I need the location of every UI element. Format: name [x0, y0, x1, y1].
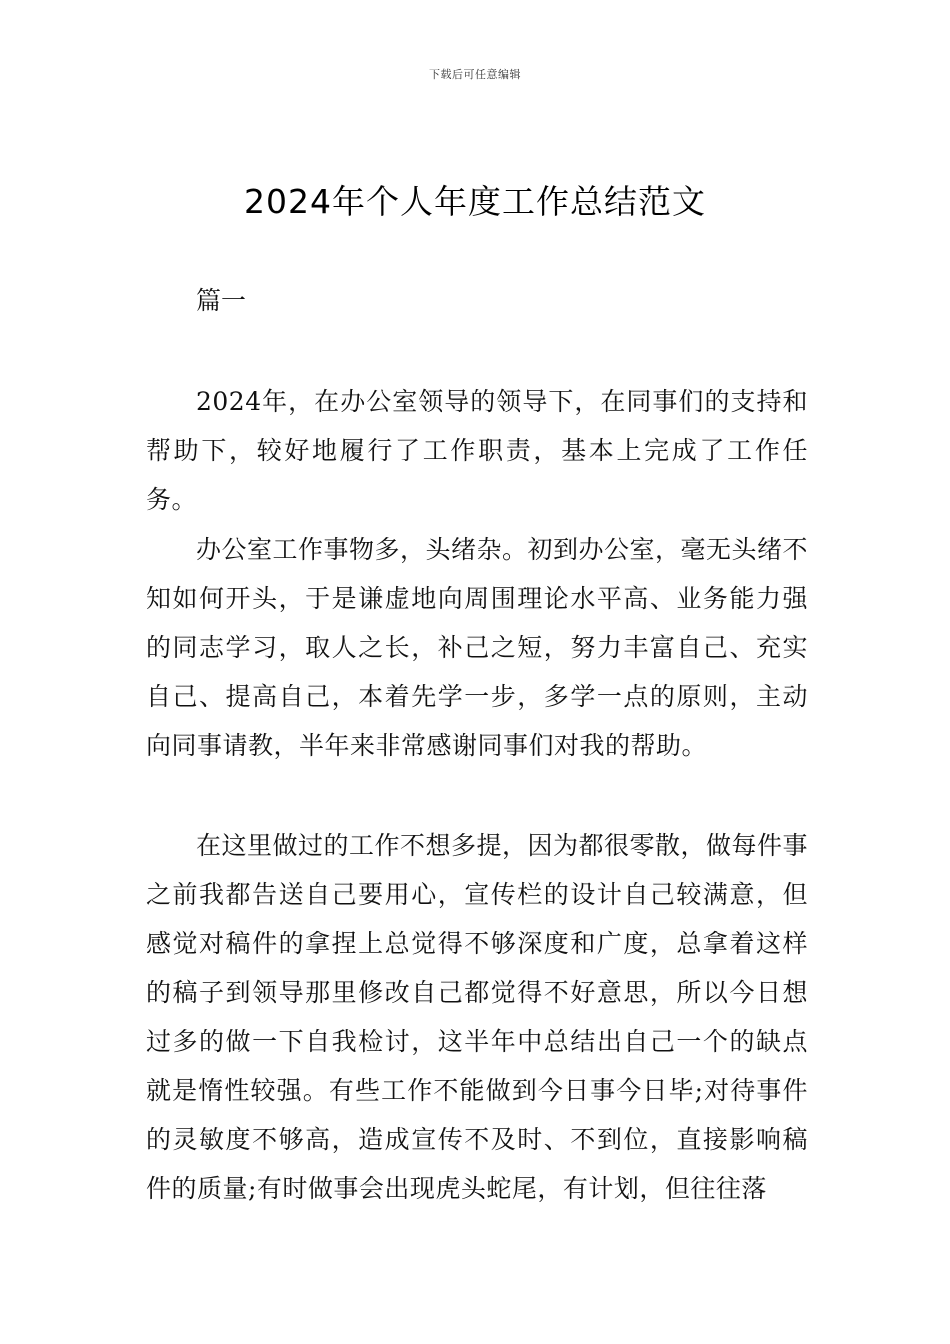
document-title: 2024年个人年度工作总结范文: [244, 182, 706, 221]
header-note: 下载后可任意编辑: [429, 68, 521, 81]
section-label: 篇一: [196, 286, 247, 315]
paragraph-2: 办公室工作事物多，头绪杂。初到办公室，毫无头绪不知如何开头，于是谦虚地向周围理论水平高、业务能力强的同志学习，取人之长，补己之短，努力丰富自己、充实自己、提高自己，本着先学一步，多学一点的原则，主动向同事请教，半年来非常感谢同事们对我的帮助。: [146, 535, 809, 760]
paragraph-3: 在这里做过的工作不想多提，因为都很零散，做每件事之前我都告送自己要用心，宣传栏的设计自己较满意，但感觉对稿件的拿捏上总觉得不够深度和广度，总拿着这样的稿子到领导那里修改自己都觉得不好意思，所以今日想过多的做一下自我检讨，这半年中总结出自己一个的缺点就是惰性较强。有些工作不能做到今日事今日毕;对待事件的灵敏度不够高，造成宣传不及时、不到位，直接影响稿件的质量;有时做事会出现虎头蛇尾，有计划，但往往落: [146, 831, 809, 1203]
paragraph-1: 2024年，在办公室领导的领导下，在同事们的支持和帮助下，较好地履行了工作职责，基本上完成了工作任务。: [146, 387, 808, 514]
